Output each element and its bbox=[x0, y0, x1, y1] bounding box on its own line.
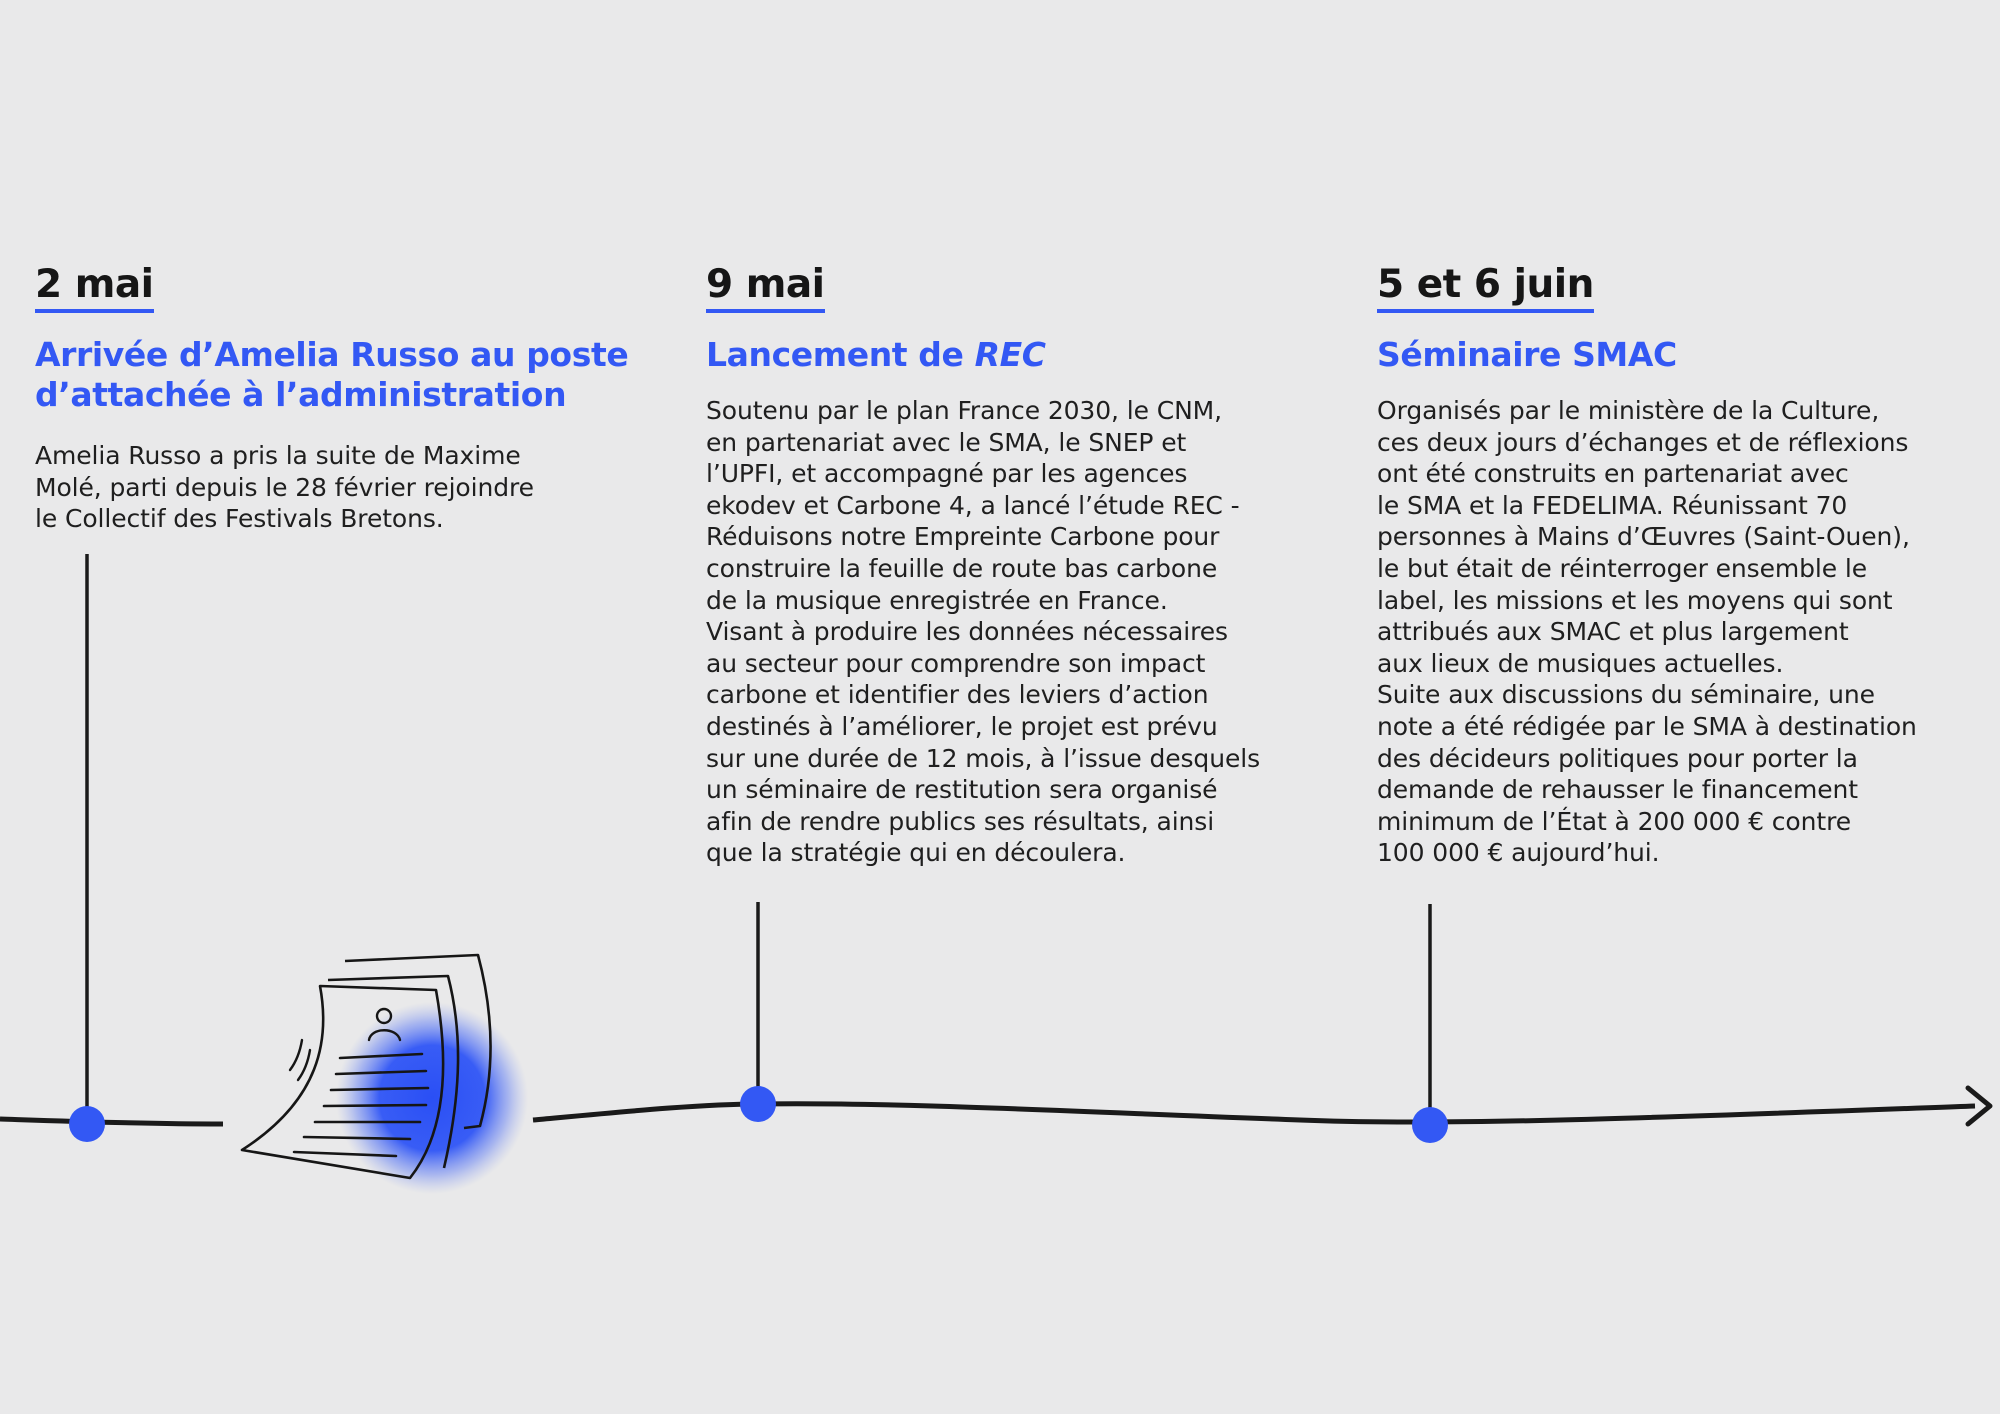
event-description bbox=[706, 395, 1346, 869]
event-text-line: Organisés par le ministère de la Culture, bbox=[1377, 396, 1880, 425]
event-text-line: Amelia Russo a pris la suite de Maxime bbox=[35, 441, 521, 470]
event-3-dot bbox=[1412, 1107, 1448, 1143]
event-text-line: le SMA et la FEDELIMA. Réunissant 70 bbox=[1377, 490, 1848, 520]
event-text-line: sur une durée de 12 mois, à l’issue desquels bbox=[706, 743, 1260, 773]
event-title bbox=[706, 335, 1346, 375]
event-text-line: que la stratégie qui en découlera. bbox=[706, 838, 1126, 868]
event-text-line: note a été rédigée par le SMA à destination bbox=[1377, 711, 1917, 741]
event-1-dot bbox=[69, 1106, 105, 1142]
event-text-line: carbone et identifier des leviers d’action bbox=[706, 680, 1209, 710]
event-title: Séminaire SMAC bbox=[1377, 335, 1677, 374]
timeline-line bbox=[0, 1119, 223, 1124]
event-text-line: minimum de l’État à 200 000 € contre bbox=[1377, 806, 1851, 836]
event-2-dot bbox=[740, 1086, 776, 1122]
event-text-line: construire la feuille de route bas carbone bbox=[706, 553, 1218, 583]
event-title-line: d’attachée à l’administration bbox=[35, 375, 567, 414]
event-text-line: Suite aux discussions du séminaire, une bbox=[1377, 680, 1875, 710]
event-text-line: en partenariat avec le SMA, le SNEP et bbox=[706, 427, 1187, 457]
timeline-event-3 bbox=[1377, 262, 1997, 869]
event-text-line: afin de rendre publics ses résultats, ainsi bbox=[706, 806, 1215, 836]
event-text-line: 100 000 € aujourd’hui. bbox=[1377, 838, 1660, 868]
event-text-line: ces deux jours d’échanges et de réflexions bbox=[1377, 427, 1909, 457]
event-text-line: ekodev et Carbone 4, a lancé l’étude REC - bbox=[706, 490, 1240, 520]
timeline-event-2 bbox=[706, 262, 1346, 869]
timeline-event-1 bbox=[35, 262, 635, 535]
event-text-line: label, les missions et les moyens qui sont bbox=[1377, 585, 1893, 615]
event-date: 9 mai bbox=[706, 262, 825, 313]
event-text-line: personnes à Mains d’Œuvres (Saint-Ouen), bbox=[1377, 522, 1910, 552]
event-text-line: Réduisons notre Empreinte Carbone pour bbox=[706, 522, 1220, 552]
event-title bbox=[35, 335, 635, 415]
event-title-line: Arrivée d’Amelia Russo au poste bbox=[35, 335, 629, 374]
event-text-line: au secteur pour comprendre son impact bbox=[706, 648, 1206, 678]
event-text-line: aux lieux de musiques actuelles. bbox=[1377, 648, 1784, 678]
event-text-line: le but était de réinterroger ensemble le bbox=[1377, 553, 1868, 583]
event-text-line: un séminaire de restitution sera organisé bbox=[706, 775, 1218, 805]
event-text-line: Soutenu par le plan France 2030, le CNM, bbox=[706, 396, 1222, 425]
event-text-line: le Collectif des Festivals Bretons. bbox=[35, 504, 444, 534]
event-title-prefix: Lancement de bbox=[706, 335, 975, 374]
event-text-line: Visant à produire les données nécessaires bbox=[706, 617, 1228, 647]
event-text-line: Molé, parti depuis le 28 février rejoindre bbox=[35, 472, 534, 502]
event-text-line: destinés à l’améliorer, le projet est prévu bbox=[706, 711, 1218, 741]
event-text-line: attribués aux SMAC et plus largement bbox=[1377, 617, 1849, 647]
event-date: 5 et 6 juin bbox=[1377, 262, 1594, 313]
event-text-line: ont été construits en partenariat avec bbox=[1377, 459, 1849, 489]
event-description bbox=[35, 440, 635, 535]
event-title-emphasis: REC bbox=[974, 335, 1046, 374]
event-description bbox=[1377, 395, 1997, 869]
event-date: 2 mai bbox=[35, 262, 154, 313]
event-text-line: des décideurs politiques pour porter la bbox=[1377, 743, 1858, 773]
event-text-line: l’UPFI, et accompagné par les agences bbox=[706, 459, 1188, 489]
event-text-line: de la musique enregistrée en France. bbox=[706, 585, 1168, 615]
event-text-line: demande de rehausser le financement bbox=[1377, 775, 1858, 805]
document-pages-icon bbox=[242, 955, 528, 1194]
